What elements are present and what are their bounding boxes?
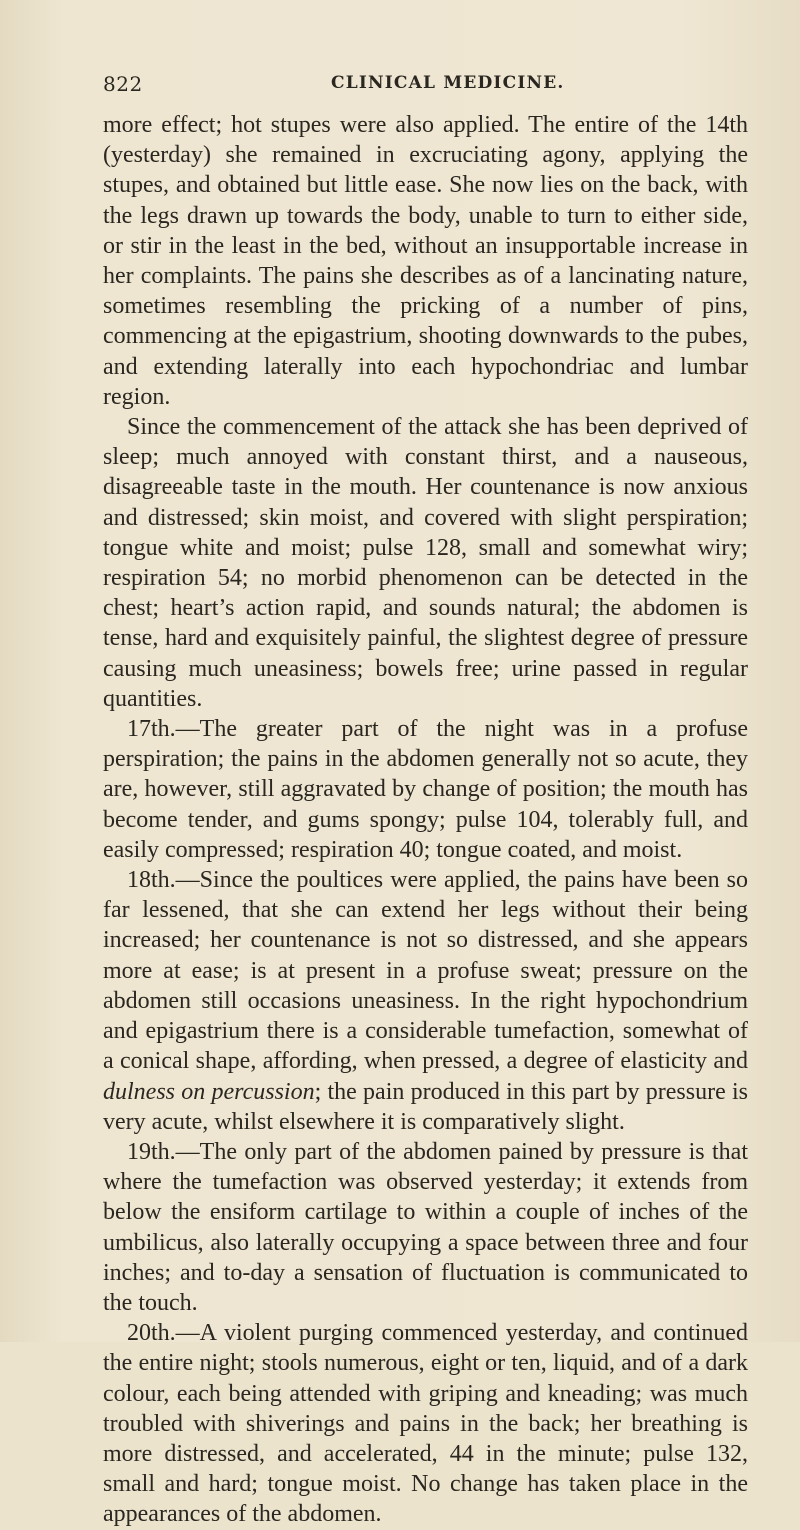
body-text <box>103 110 748 1530</box>
page-number: 822 <box>103 72 143 96</box>
paragraph-18th-part-2: ; the pain produced in this part by pressure is very acute, whilst elsewhere it is comparatively slight. <box>103 1078 748 1135</box>
paragraph-20th: 20th.—A violent purging commenced yesterday, and continued the entire night; stools numerous, eight or ten, liquid, and of a dark colour, each being attended with griping and kneading; was much troubled with shiverings and pains in the back; her breathing is more distressed, and accelerated, 44 in the minute; pulse 132, small and hard; tongue moist. No change has taken place in the appearances of the abdomen. <box>103 1320 748 1528</box>
paragraph-18th-part-1: 18th.—Since the poultices were applied, the pains have been so far lessened, that she can extend her legs without their being increased; her countenance is not so distressed, and she appears more at ease; is at present in a profuse sweat; pressure on the abdomen still occasions uneasiness. In the right hypochondrium and epigastrium there is a considerable tumefaction, somewhat of a conical shape, affording, when pressed, a degree of elasticity and <box>103 867 748 1075</box>
paragraph-18th-italic: dulness on percussion <box>103 1078 315 1105</box>
running-title: CLINICAL MEDICINE. <box>331 73 565 93</box>
running-head <box>103 72 748 98</box>
paragraph-19th: 19th.—The only part of the abdomen pained by pressure is that where the tumefaction was observed yesterday; it extends from below the ensiform cartilage to within a couple of inches of the umbilicus, also laterally occupying a space between three and four inches; and to-day a sensation of fluctuation is communicated to the touch. <box>103 1138 748 1316</box>
paragraph-symptoms: Since the commencement of the attack she has been deprived of sleep; much annoyed with constant thirst, and a nauseous, disagreeable taste in the mouth. Her countenance is now anxious and distressed; skin moist, and covered with slight perspiration; tongue white and moist; pulse 128, small and somewhat wiry; respiration 54; no morbid phenomenon can be detected in the chest; heart’s action rapid, and sounds natural; the abdomen is tense, hard and exquisitely painful, the slightest degree of pressure causing much uneasiness; bowels free; urine passed in regular quantities. <box>103 414 748 712</box>
paragraph-continuation: more effect; hot stupes were also applied. The entire of the 14th (yesterday) she remained in excruciating agony, applying the stupes, and obtained but little ease. She now lies on the back, with the legs drawn up towards the body, unable to turn to either side, or stir in the least in the bed, without an insupportable increase in her complaints. The pains she describes as of a lancinating nature, sometimes resembling the pricking of a number of pins, commencing at the epigastrium, shooting downwards to the pubes, and extending laterally into each hypochondriac and lumbar region. <box>103 112 748 410</box>
paragraph-17th: 17th.—The greater part of the night was in a profuse perspiration; the pains in the abdomen generally not so acute, they are, however, still aggravated by change of position; the mouth has become tender, and gums spongy; pulse 104, tolerably full, and easily compressed; respiration 40; tongue coated, and moist. <box>103 716 748 863</box>
paragraph-18th <box>103 865 748 1137</box>
